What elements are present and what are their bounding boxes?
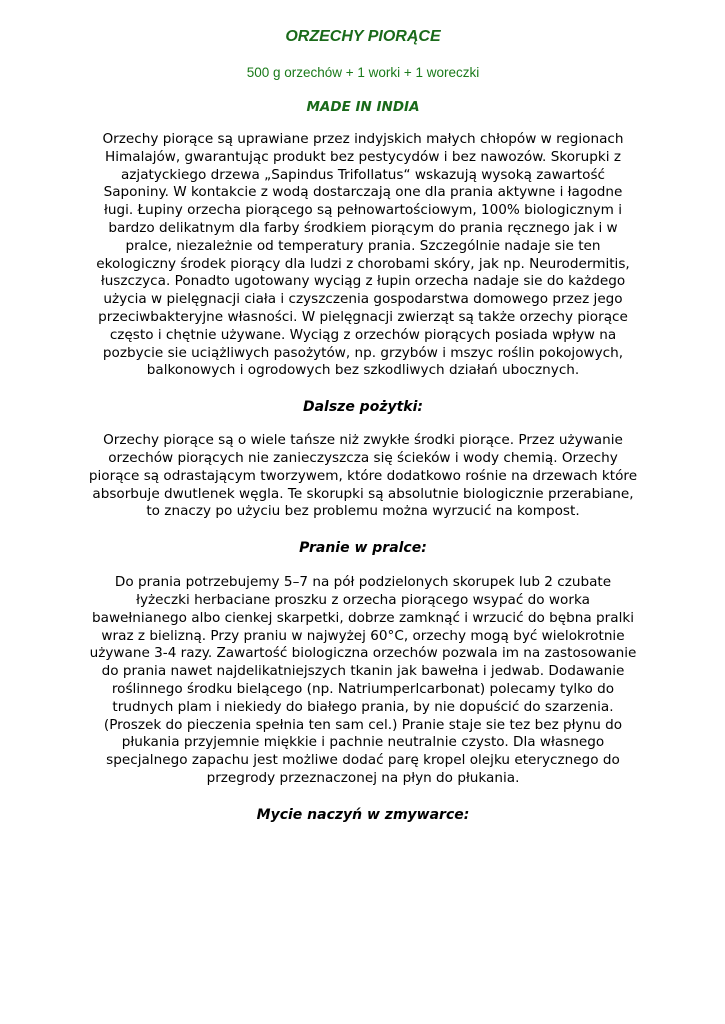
document-subtitle: 500 g orzechów + 1 worki + 1 woreczki [246, 65, 480, 80]
made-in-label: MADE IN INDIA [306, 99, 420, 115]
section-heading-benefits: Dalsze pożytki: [302, 399, 424, 416]
document-title: ORZECHY PIORĄCE [285, 28, 441, 45]
washing-machine-paragraph: Do prania potrzebujemy 5–7 na pół podzielonych skorupek lub 2 czubate łyżeczki herbaciane proszku z orzecha piorącego wsypać do worka bawełnianego albo cienkej skarpetki, dobrze zamknąć i wrzucić do bębna pralki wraz z bielizną. Przy praniu w najwyżej 60°C, orzechy mogą być wielokrotnie używane 3-4 razy. Zawartość biologiczna orzechów pozwala im na zastosowanie do prania nawet najdelikatniejszych tkanin jak bawełna i jedwab. Dodawanie roślinnego środku bielącego (np. Natriumperlcarbonat) polecamy tylko do trudnych plam i niekiedy do białego prania, by nie dopuścić do szarzenia. (Proszek do pieczenia spełnia ten sam cel.) Pranie staje sie tez bez płynu do płukania przyjemnie miękkie i pachnie neutralnie czysto. Dla własnego specjalnego zapachu jest możliwe dodać parę kropel olejku eterycznego do przegrody przeznaczonej na płyn do płukania. [89, 574, 637, 786]
benefits-paragraph: Orzechy piorące są o wiele tańsze niż zwykłe środki piorące. Przez używanie orzechów piorących nie zanieczyszcza się ścieków i wody chemią. Orzechy piorące są odrastającym tworzywem, które dodatkowo rośnie na drzewach które absorbuje dwutlenek węgla. Te skorupki są absolutnie biologicznie przerabiane, to znaczy po użyciu bez problemu można wyrzucić na kompost. [88, 432, 638, 520]
intro-paragraph: Orzechy piorące są uprawiane przez indyjskich małych chłopów w regionach Himalajów, gwarantując produkt bez pestycydów i bez nawozów. Skorupki z azjatyckiego drzewa „Sapindus Trifollatus“ wskazują wysoką zawartość Saponiny. W kontakcie z wodą dostarczają one dla prania aktywne i łagodne ługi. Łupiny orzecha piorącego są pełnowartościowym, 100% biologicznym i bardzo delikatnym dla farby środkiem piorącym do prania ręcznego jak i w pralce, niezależnie od temperatury prania. Szczególnie nadaje sie ten ekologiczny środek piorący dla ludzi z chorobami skóry, jak np. Neurodermitis, łuszczyca. Ponadto ugotowany wyciąg z łupin orzecha nadaje sie do każdego użycia w pielęgnacji ciała i czyszczenia gospodarstwa domowego przez jego przeciwbakteryjne własności. W pielęgnacji zwierząt są także orzechy piorące często i chętnie używane. Wyciąg z orzechów piorących posiada wpływ na pozbycie sie uciążliwych pasożytów, np. grzybów i mszyc roślin pokojowych, balkonowych i ogrodowych bez szkodliwych działań ubocznych. [96, 131, 630, 379]
section-heading-dishwasher: Mycie naczyń w zmywarce: [256, 806, 470, 823]
document-page [88, 22, 638, 825]
section-heading-washing-machine: Pranie w pralce: [299, 540, 427, 557]
